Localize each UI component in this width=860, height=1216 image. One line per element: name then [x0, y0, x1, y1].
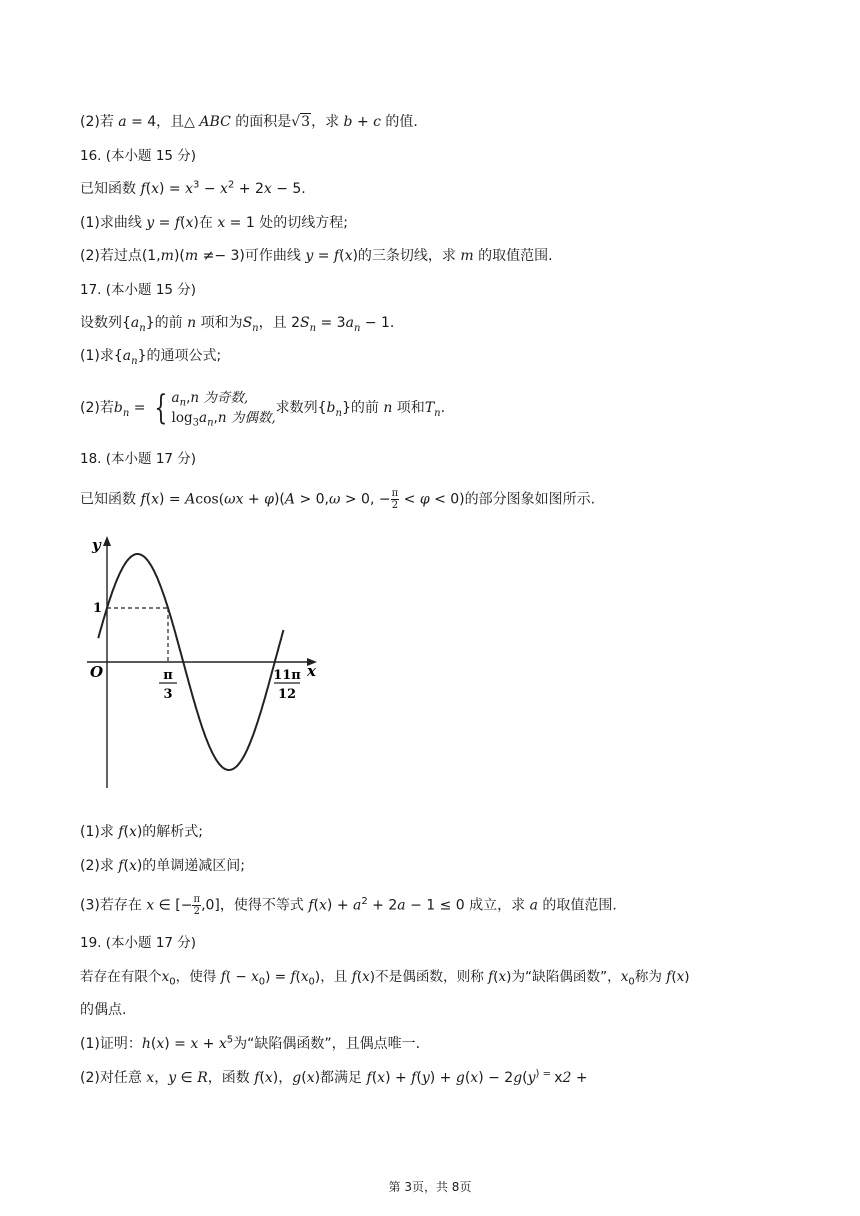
cosine-graph	[85, 530, 335, 795]
svg-text:11π: 11π	[273, 668, 301, 683]
problem19-part2: (2)对任意 x，y ∈ R，函数 f(x)，g(x)都满足 f(x) + f(y) + g(x) − 2g(y) = x2 +	[80, 1068, 588, 1086]
problem18-part3: (3)若存在 x ∈ [− $\frac{\pi}{2}$ ,0]，使得不等式 $f(x) + a^2 + 2a - 1 \le 0$ 成立，求 a 的取值范围.	[80, 894, 617, 917]
neg-pi-over-2-interval: $\frac{\pi}{2}$	[193, 894, 201, 917]
svg-text:3: 3	[163, 687, 173, 702]
svg-text:π: π	[163, 668, 173, 683]
case-even: $\log_3a_n,n$ 为偶数,	[171, 410, 276, 429]
svg-text:12: 12	[277, 687, 297, 702]
case-odd: $a_n,n$ 为奇数,	[171, 390, 249, 409]
piecewise-cases	[172, 388, 276, 428]
problem18-part2: (2)求 f(x)的单调递减区间;	[80, 858, 246, 874]
x-axis	[87, 658, 317, 666]
problem16-intro: 已知函数 $f(x) = x^3 - x^2 + 2x - 5$.	[80, 179, 306, 197]
problem19-header: 19. (本小题 17 分)	[80, 935, 197, 951]
origin-label: O	[90, 663, 104, 681]
x-axis-label: x	[307, 662, 316, 680]
page-footer: 第 3页，共 8页	[388, 1180, 472, 1194]
problem17-header: 17. (本小题 15 分)	[80, 282, 197, 298]
x-tick-pi-over-3	[159, 668, 177, 702]
problem18-part1: (1)求 f(x)的解析式;	[80, 824, 204, 840]
problem16-header: 16. (本小题 15 分)	[80, 148, 197, 164]
problem17-intro: 设数列$\{a_n\}$的前 n 项和为$S_n$，且 $2S_n = 3a_n - 1$.	[80, 315, 395, 334]
problem18-header: 18. (本小题 17 分)	[80, 451, 197, 467]
problem17-part2: (2)若$b_n$ = { $a_n,n$ 为奇数, $\log_3a_n,n$ 为偶数, 求数列$\{b_n\}$的前 n 项和$T_n$.	[80, 388, 446, 429]
problem15-part2: (2)若 a = 4，且△ ABC 的面积是√3，求 b + c 的值.	[80, 114, 418, 130]
x-tick-11pi-over-12	[273, 668, 301, 702]
problem19-line1: 若存在有限个$x_0$，使得 $f( - x_0) = f(x_0)$，且 f(x)不是偶函数，则称 f(x)为“缺陷偶函数”，$x_0$称为 f(x)	[80, 969, 690, 988]
y-axis-label: y	[92, 536, 101, 554]
problem17-part1: (1)求$\{a_n\}$的通项公式;	[80, 348, 222, 367]
problem19-part1: (1)证明：$h(x) = x + x^5$为“缺陷偶函数”，且偶点唯一.	[80, 1034, 421, 1052]
problem19-line2: 的偶点.	[80, 1002, 127, 1018]
neg-pi-over-2: $\frac{\pi}{2}$	[391, 488, 399, 511]
problem18-intro: 已知函数 f(x) = Acos(ωx + φ)(A > 0,ω > 0, − $\frac{\pi}{2}$ < φ < 0)的部分图象如图所示.	[80, 488, 596, 511]
y-tick-1: 1	[93, 601, 103, 616]
problem16-part1: (1)求曲线 y = f(x)在 x = 1 处的切线方程;	[80, 215, 348, 231]
problem16-part2: (2)若过点(1,m)(m ≠− 3)可作曲线 y = f(x)的三条切线，求 m 的取值范围.	[80, 248, 553, 264]
